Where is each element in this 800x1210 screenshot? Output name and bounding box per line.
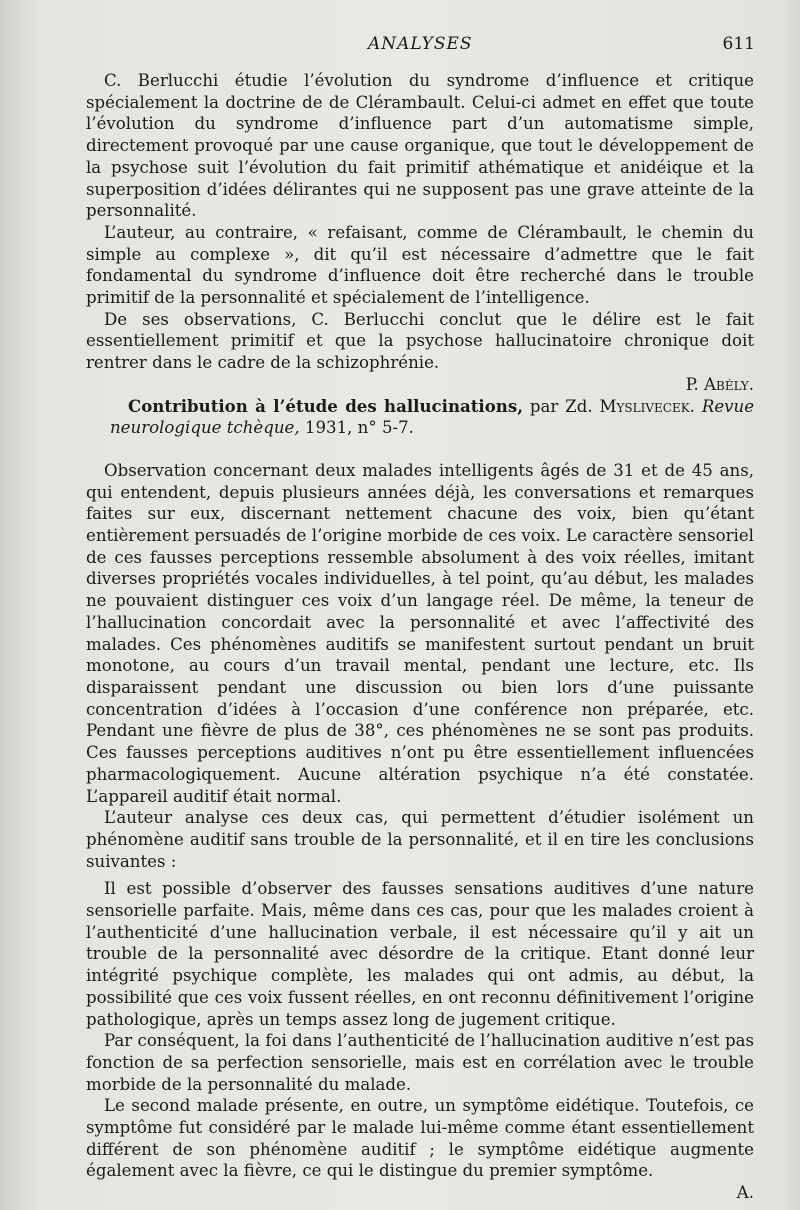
by-text: par Zd. (529, 396, 593, 416)
article-title (86, 396, 754, 439)
paragraph: L’auteur, au contraire, « refaisant, comme de Clérambault, le chemin du simple au complexe », dit qu’il est nécessaire d’admettre que le fait fondamental du syndrome d’influence doit être recherché dans le trouble primitif de la personnalité et spécialement de l’intelligence. (86, 222, 754, 308)
paragraph: L’auteur analyse ces deux cas, qui permettent d’étudier isolément un phénomène auditif sans trouble de la personnalité, et il en tire les conclusions suivantes : (86, 808, 754, 871)
spacer (86, 439, 754, 460)
title: Contribution à l’étude des hallucinations, (128, 395, 523, 416)
page-number: 611 (722, 34, 755, 54)
paragraph: Le second malade présente, en outre, un symptôme eidétique. Toutefois, ce symptôme fut considéré par le malade lui-même comme étant essentiellement différent de son phénomène auditif ; le symptôme eidétique augmente également avec la fièvre, ce qui le distingue du premier symptôme. (86, 1096, 754, 1181)
journal: Revue neurologique tchèque, (110, 396, 755, 438)
paragraph: Par conséquent, la foi dans l’authenticité de l’hallucination auditive n’est pas fonction de sa perfection sensorielle, mais est en corrélation avec le trouble morbide de la personnalité du malade. (86, 1031, 754, 1094)
review-berlucchi (86, 70, 754, 396)
signature: A. (736, 1183, 754, 1203)
review-myslivecek (86, 396, 754, 1204)
paragraph: De ses observations, C. Berlucchi conclut que le délire est le fait essentiellement primitif et que la psychose hallucinatoire chronique doit rentrer dans le cadre de la schizophrénie. (86, 309, 754, 373)
paragraph: C. Berlucchi étudie l’évolution du syndrome d’influence et critique spécialement la doctrine de de Clérambault. Celui-ci admet en effet que toute l’évolution du syndrome d’influence part d’un automatisme simple, directement provoqué par une cause organique, que tout le développement de la psychose suit l’évolution du fait primitif athématique et anidéique et la superposition d’idées délirantes qui ne supposent pas une grave atteinte de la personnalité. (86, 71, 754, 221)
author: Myslivecek. (599, 396, 695, 416)
paragraph: Il est possible d’observer des fausses sensations auditives d’une nature sensorielle parfaite. Mais, même dans ces cas, pour que les malades croient à l’authenticité d’une hallucination verbale, il est nécessaire qu’il y ait un trouble de la personnalité avec désordre de la critique. Etant donné leur intégrité psychique complète, les malades qui ont admis, au début, la possibilité que ces voix fussent réelles, en ont reconnu définitivement l’origine pathologique, après un temps assez long de jugement critique. (86, 879, 754, 1029)
running-head: ANALYSES (368, 34, 473, 54)
signature: P. Abély. (685, 374, 754, 394)
paragraph: Observation concernant deux malades intelligents âgés de 31 et de 45 ans, qui entendent, depuis plusieurs années déjà, les conversations et remarques faites sur eux, discernant nettement chacune des voix, bien qu’étant entièrement persuadés de l’origine morbide de ces voix. Le caractère sensoriel de ces fausses perceptions ressemble absolument à des voix réelles, imitant diverses propriétés vocales individuelles, à tel point, qu’au début, les malades ne pouvaient distinguer ces voix d’un langage réel. De même, la teneur de l’hallucination concordait avec la personnalité et avec l’affectivité des malades. Ces phénomènes auditifs se manifestent surtout pendant un bruit monotone, au cours d’un travail mental, pendant une lecture, etc. Ils disparaissent pendant une discussion ou bien lors d’une puissante concentration d’idées à l’occasion d’une conférence non préparée, etc. Pendant une fièvre de plus de 38°, ces phénomènes ne se sont pas produits. Ces fausses perceptions auditives n’ont pu être essentiellement influencées pharmacologiquement. Aucune altération psychique n’a été constatée. L’appareil auditif était normal. (86, 460, 754, 806)
body-text (86, 70, 754, 1204)
citation: 1931, n° 5-7. (304, 418, 414, 438)
page-header (0, 34, 800, 58)
